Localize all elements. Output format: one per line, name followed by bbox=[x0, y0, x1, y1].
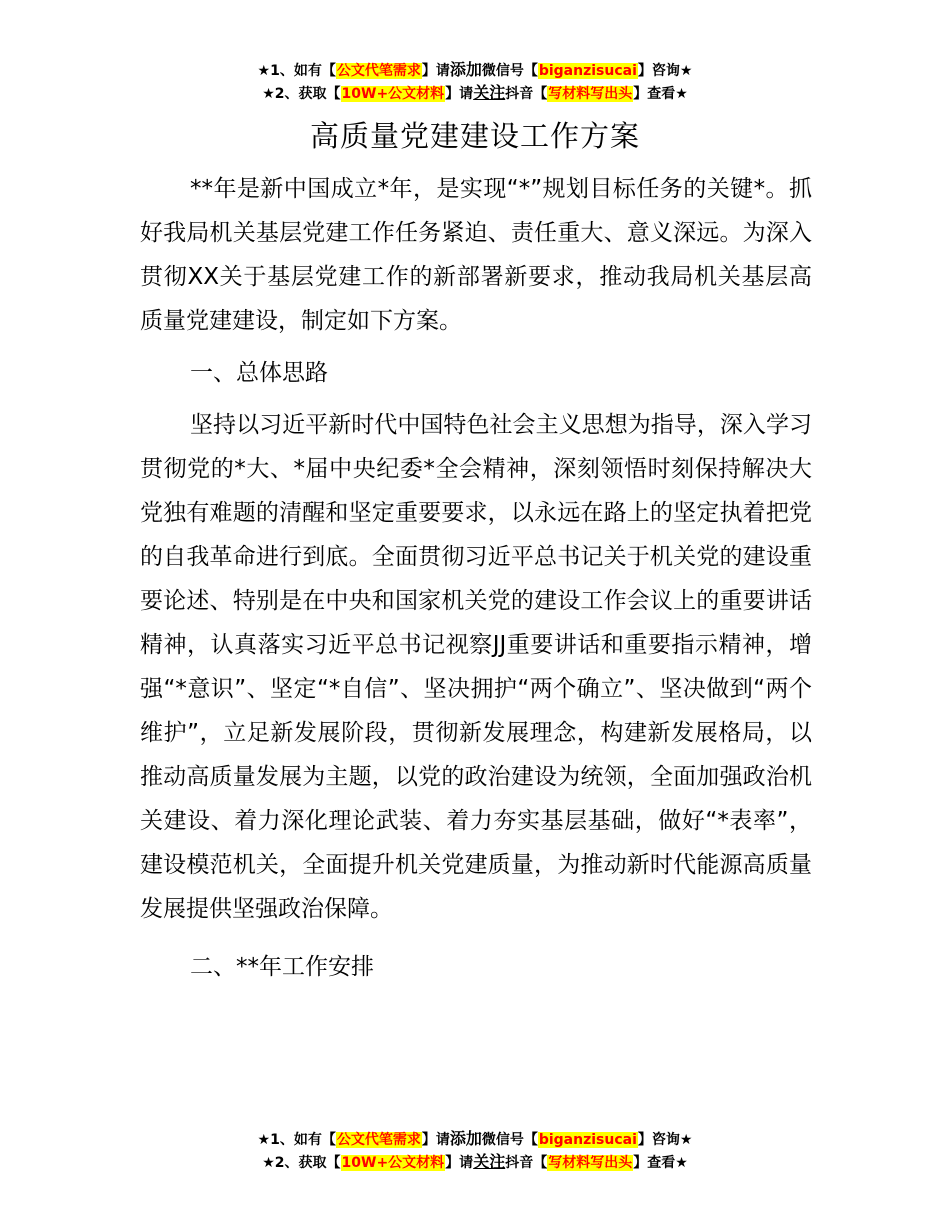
section-1-paragraph: 坚持以习近平新时代中国特色社会主义思想为指导，深入学习贯彻党的*大、*届中央纪委*全会精神，深刻领悟时刻保持解决大党独有难题的清醒和坚定重要要求，以永远在路上的坚定执着把党的自我革命进行到底。全面贯彻习近平总书记关于机关党的建设重要论述、特别是在中央和国家机关党的建设工作会议上的重要讲话精神，认真落实习近平总书记视察JJ重要讲话和重要指示精神，增强“*意识”、坚定“*自信”、坚决拥护“两个确立”、坚决做到“两个维护”，立足新发展阶段，贯彻新发展理念，构建新发展格局，以推动高质量发展为主题，以党的政治建设为统领，全面加强政治机关建设、着力深化理论武装、着力夯实基层基础，做好“*表率”，建设模范机关，全面提升机关党建质量，为推动新时代能源高质量发展提供坚强政治保障。 bbox=[140, 412, 812, 922]
promo-highlight-wechat-id: biganzisucai bbox=[538, 63, 637, 79]
document-title: 高质量党建建设工作方案 bbox=[309, 119, 640, 153]
promo-line-1: ★1、如有【公文代笔需求】请添加微信号【biganzisucai】咨询★ bbox=[257, 60, 693, 79]
header-promo-banner bbox=[0, 59, 950, 105]
promo-highlight-wechat-id: biganzisucai bbox=[538, 1132, 637, 1148]
promo-highlight-service: 公文代笔需求 bbox=[336, 1132, 421, 1148]
section-heading-2: 二、**年工作安排 bbox=[190, 954, 374, 980]
intro-paragraph: **年是新中国成立*年，是实现“*”规划目标任务的关键*。抓好我局机关基层党建工作任务紧迫、责任重大、意义深远。为深入贯彻XX关于基层党建工作的新部署新要求，推动我局机关基层高质量党建建设，制定如下方案。 bbox=[140, 176, 812, 334]
promo-line-2: ★2、获取【10W+公文材料】请关注抖音【写材料写出头】查看★ bbox=[262, 83, 688, 102]
promo-highlight-materials: 10W+公文材料 bbox=[341, 1155, 445, 1171]
promo-highlight-service: 公文代笔需求 bbox=[336, 63, 421, 79]
document-body bbox=[140, 167, 812, 989]
promo-highlight-douyin: 写材料写出头 bbox=[548, 86, 633, 102]
promo-highlight-materials: 10W+公文材料 bbox=[341, 86, 445, 102]
promo-highlight-douyin: 写材料写出头 bbox=[548, 1155, 633, 1171]
promo-line-2: ★2、获取【10W+公文材料】请关注抖音【写材料写出头】查看★ bbox=[262, 1152, 688, 1171]
promo-line-1: ★1、如有【公文代笔需求】请添加微信号【biganzisucai】咨询★ bbox=[257, 1129, 693, 1148]
footer-promo-banner bbox=[0, 1128, 950, 1174]
section-heading-1: 一、总体思路 bbox=[190, 360, 328, 386]
